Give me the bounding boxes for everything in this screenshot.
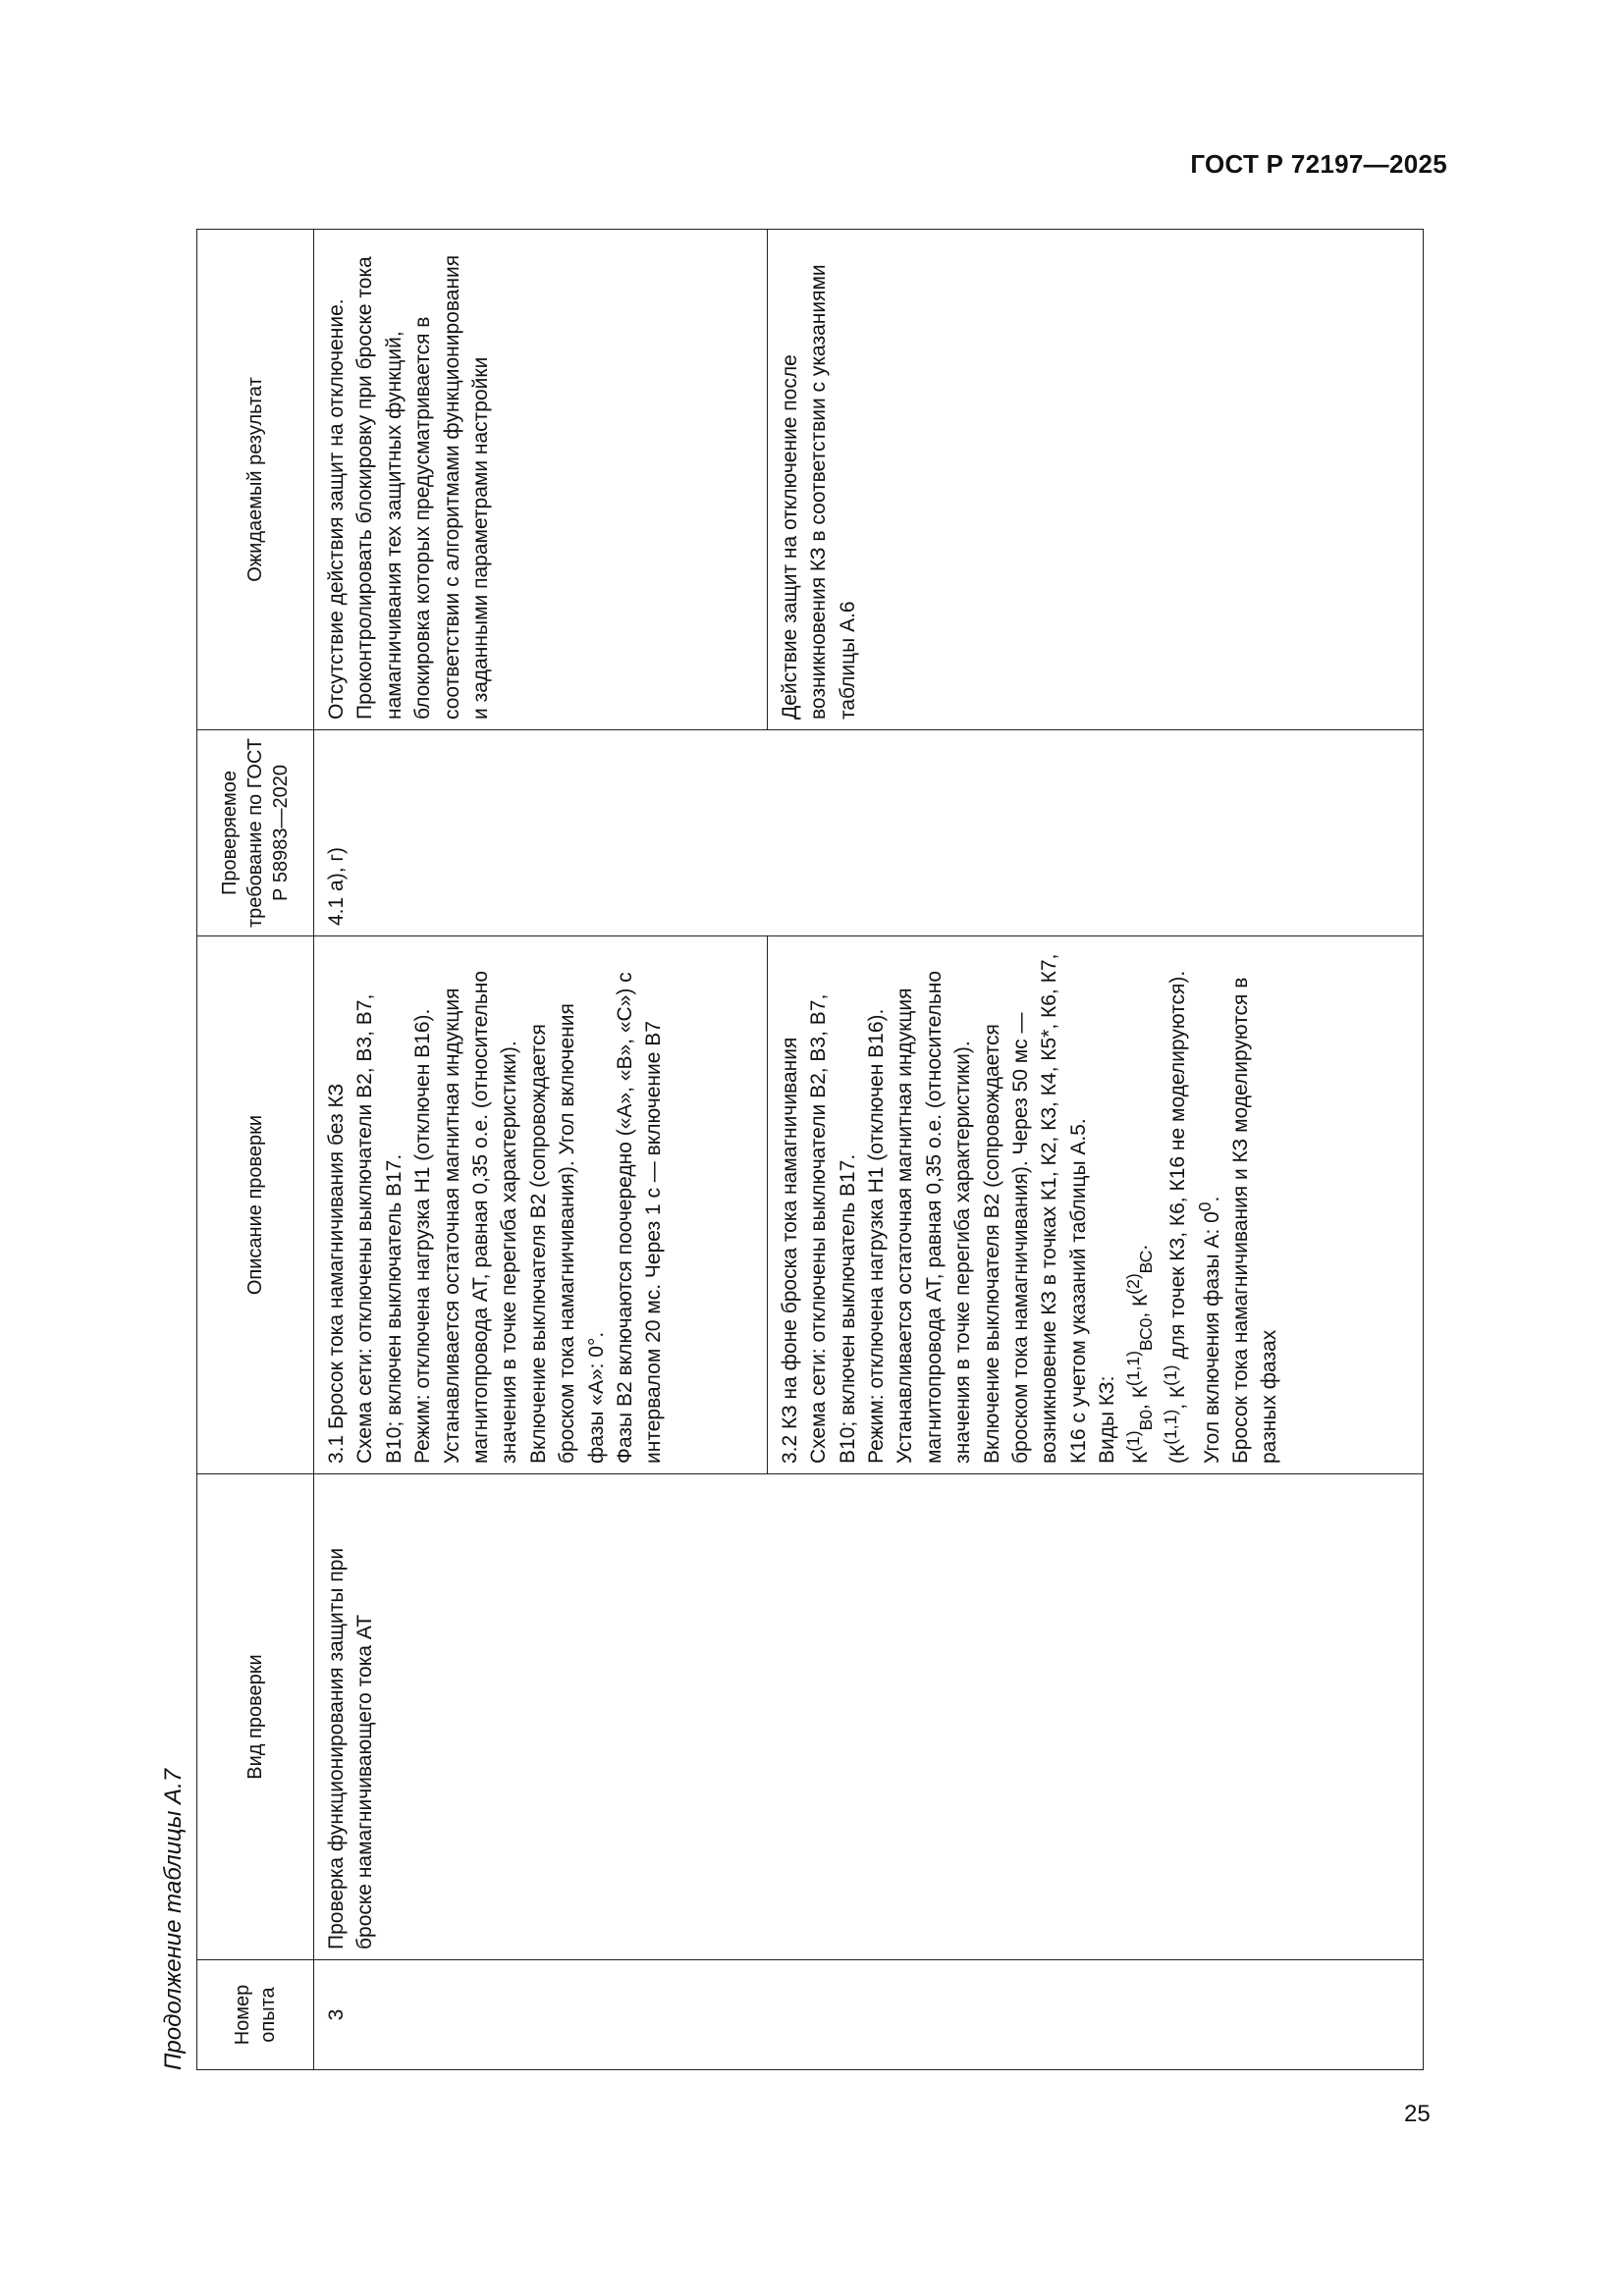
desc-line: Включение выключателя В2 (сопровождается броском тока намагничивания). Угол включения фазы «А»: 0°. (526, 1003, 608, 1464)
desc-line: Устанавливается остаточная магнитная индукция магнитопровода АТ, равная 0,35 о.е. (относительно значения в точке перегиба характеристики). (440, 970, 521, 1464)
col-header-type: Вид проверки (197, 1474, 314, 1960)
row-result-3-2: Действие защит на отключение после возникновения КЗ в соответствии с указаниями таблицы А.6 (767, 230, 1423, 730)
table-caption: Продолжение таблицы А.7 (160, 1768, 187, 2070)
col-header-description: Описание проверки (197, 936, 314, 1474)
desc-line: Включение выключателя В2 (сопровождается броском тока намагничивания). Через 50 мс — возникновение КЗ в точках К1, К2, К3, К4, К5*, К6, К7, К16 с учетом указаний таблицы А.5. (980, 953, 1090, 1464)
page-number: 25 (1404, 2101, 1431, 2127)
test-table (196, 229, 1424, 2070)
col-header-result: Ожидаемый результат (197, 230, 314, 730)
row-type: Проверка функционирования защиты при броске намагничивающего тока АТ (314, 1474, 1424, 1960)
desc-line: 3.2 КЗ на фоне броска тока намагничивания (778, 1037, 801, 1464)
table-row (314, 230, 768, 2070)
angle-line: Угол включения фазы А: $0^0$. (1194, 1196, 1223, 1464)
desc-line: Схема сети: отключены выключатели В2, В3, В7, В10; включен выключатель В17. (807, 993, 859, 1464)
row-description-3-2 (767, 936, 1423, 1474)
col-header-number: Номер опыта (197, 1960, 314, 2070)
kz-types-line: $К^{(1)}_{В0}$, К$^{(1,1)}_{ВС0}$, $К^{(2)}_{ВС}$. (1123, 1244, 1157, 1464)
row-number: 3 (314, 1960, 1424, 2070)
desc-line: Режим: отключена нагрузка Н1 (отключен В16). (411, 1008, 435, 1464)
rotated-table-block (154, 230, 1381, 2070)
desc-line: 3.1 Бросок тока намагничивания без КЗ (325, 1083, 348, 1464)
table-header-row (197, 230, 314, 2070)
desc-line: Фазы В2 включаются поочередно («А», «В», «С») с интервалом 20 мс. Через 1 с — включение В7 (613, 972, 666, 1464)
col-header-requirement: Проверяемое требование по ГОСТ Р 58983—2020 (197, 730, 314, 936)
row-requirement: 4.1 а), г) (314, 730, 1424, 936)
row-result-3-1: Отсутствие действия защит на отключение. Проконтролировать блокировку при броске тока намагничивания тех защитных функций, блокировка которых предусматривается в соответствии с алгоритмами функционирования и заданными параметрами настройки (314, 230, 768, 730)
desc-line: Схема сети: отключены выключатели В2, В3, В7, В10; включен выключатель В17. (353, 993, 406, 1464)
row-description-3-1 (314, 936, 768, 1474)
kz-note-line: ($К^{(1,1)}$, $К^{(1)}$ для точек К3, К6, К16 не моделируются). (1161, 970, 1190, 1464)
desc-line: Режим: отключена нагрузка Н1 (отключен В16). (864, 1008, 888, 1464)
desc-line: Виды КЗ: (1096, 1375, 1119, 1464)
desc-line: Бросок тока намагничивания и КЗ моделируются в разных фазах (1228, 977, 1281, 1464)
document-code: ГОСТ Р 72197—2025 (1190, 149, 1447, 179)
desc-line: Устанавливается остаточная магнитная индукция магнитопровода АТ, равная 0,35 о.е. (относительно значения в точке перегиба характеристики). (893, 970, 975, 1464)
